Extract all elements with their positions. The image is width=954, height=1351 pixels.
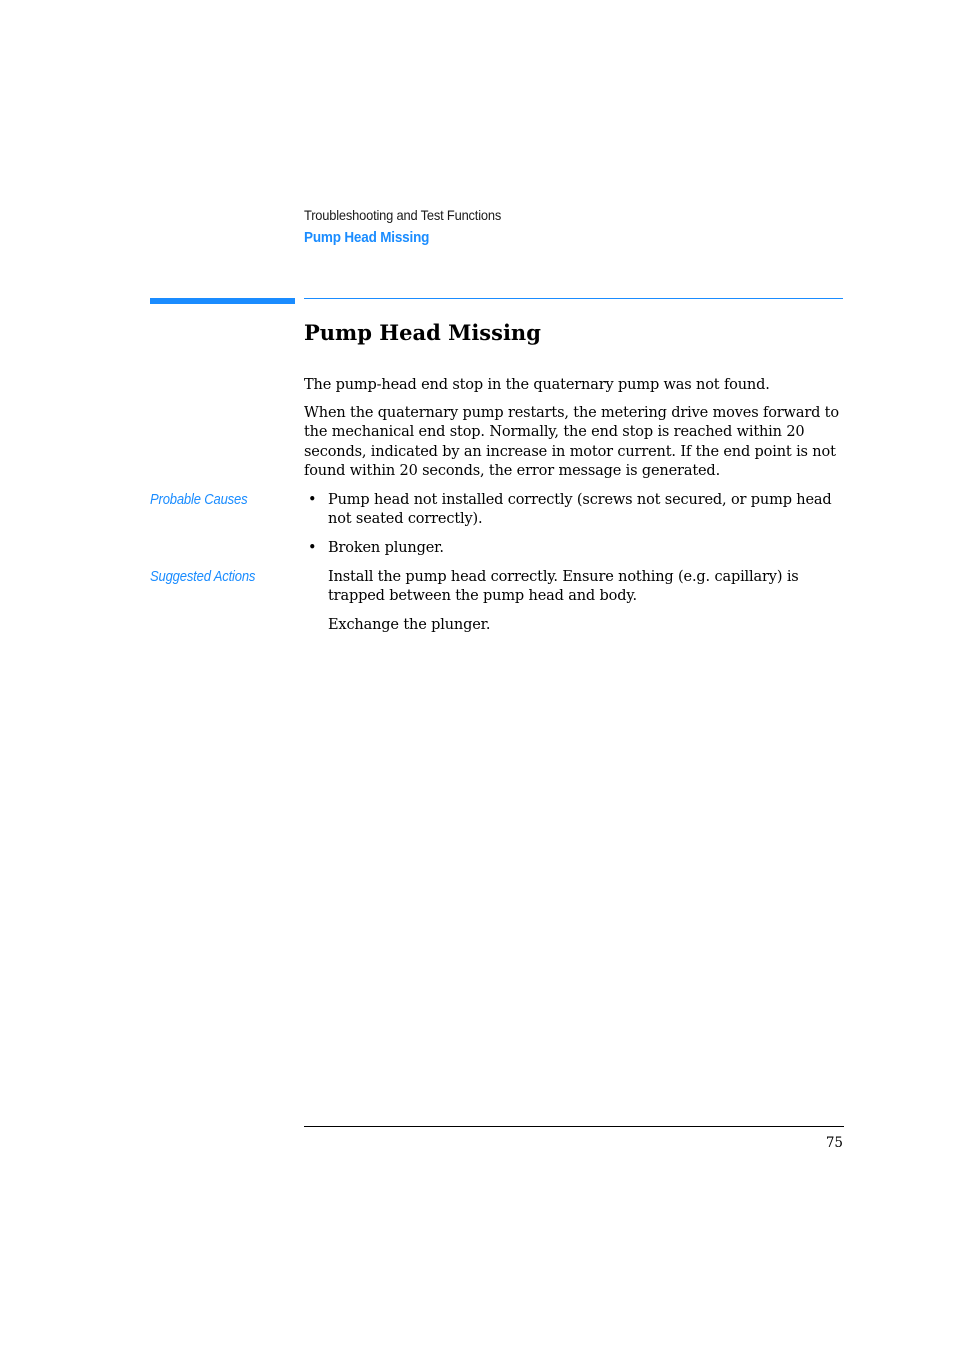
description-paragraph: When the quaternary pump restarts, the metering drive moves forward to the mechanical end stop. Normally, the end stop is reached within 20 seconds, indicated by an increase in motor current. If the end point is not found within 20 seconds, the error message is generated.: [304, 405, 839, 479]
bullet-icon: •: [308, 492, 317, 508]
suggested-actions-label: Suggested Actions: [150, 569, 256, 585]
probable-causes-label: Probable Causes: [150, 492, 248, 508]
section-marker-bar: [150, 298, 295, 304]
probable-cause-text: Pump head not installed correctly (screws not secured, or pump head not seated correctly).: [328, 492, 832, 528]
running-header: [304, 205, 518, 249]
page-number: 75: [825, 1135, 843, 1151]
intro-paragraph: The pump-head end stop in the quaternary pump was not found.: [304, 377, 770, 393]
page-title: Pump Head Missing: [304, 320, 541, 345]
list-item: [304, 539, 844, 558]
suggested-action-text: Exchange the plunger.: [328, 617, 491, 633]
list-item: [304, 491, 844, 530]
probable-cause-text: Broken plunger.: [328, 540, 444, 556]
footer-rule: [304, 1126, 844, 1127]
section-rule: [304, 298, 843, 299]
bullet-icon: •: [308, 540, 317, 556]
running-header-section: Pump Head Missing: [304, 229, 430, 246]
running-header-chapter: Troubleshooting and Test Functions: [304, 207, 502, 223]
suggested-action-text: Install the pump head correctly. Ensure nothing (e.g. capillary) is trapped between the pump head and body.: [328, 569, 799, 605]
